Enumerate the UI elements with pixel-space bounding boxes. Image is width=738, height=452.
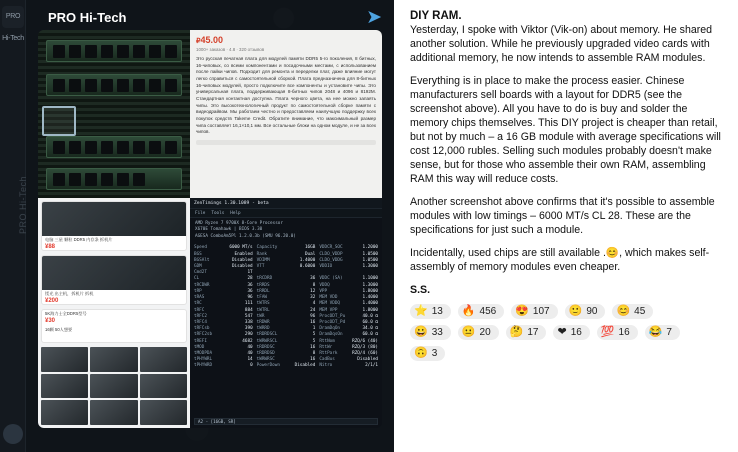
- reaction-emoji-icon: 🙂: [568, 304, 583, 317]
- reaction-emoji-icon: 🙃: [414, 346, 428, 359]
- timing-cell: VDDIO 1.3000: [319, 263, 378, 269]
- menu-item-help[interactable]: Help: [230, 210, 241, 216]
- timing-cell: tRFC2 547: [194, 313, 253, 319]
- timing-cell: tMODPDA 40: [194, 351, 253, 357]
- telegram-side-rail: [0, 0, 29, 452]
- product-thumbnail: [42, 202, 186, 236]
- reaction-chip[interactable]: [597, 325, 638, 340]
- reaction-emoji-icon: 💯: [600, 325, 615, 338]
- reaction-chip[interactable]: [458, 304, 504, 319]
- timing-cell: GDM Disabled: [194, 263, 253, 269]
- timing-cell: tRDRDSC 16: [256, 344, 316, 350]
- timing-cell: DramDqsOn 60.0 Ω: [319, 332, 378, 338]
- timing-cell: tFAW 32: [256, 295, 316, 301]
- aliexpress-listing: [190, 30, 382, 198]
- timing-cell: tRRDS 8: [256, 282, 316, 288]
- post-image-pcb-listing[interactable]: [38, 30, 382, 198]
- timing-cell: tWR 96: [256, 313, 316, 319]
- reaction-emoji-icon: 😂: [648, 325, 663, 338]
- telegram-post: [38, 30, 382, 444]
- timing-cell: VDIMM 1.4000: [256, 257, 316, 263]
- article-paragraph-4: Incidentally, used chips are still available .😊, which makes self-assembly of memory modules even cheaper.: [410, 246, 710, 273]
- timing-cell: tWTRL 24: [256, 307, 316, 313]
- reaction-chip[interactable]: [410, 325, 451, 340]
- timing-cell: RttPark RZQ/4 (60): [319, 351, 378, 357]
- timing-cell: tWTRS 4: [256, 301, 316, 307]
- menu-item-file[interactable]: File: [195, 210, 206, 216]
- reaction-count: 45: [634, 305, 646, 317]
- reaction-chip[interactable]: [511, 304, 557, 319]
- reaction-chip[interactable]: [506, 325, 547, 340]
- timings-table: [190, 243, 382, 371]
- reaction-chip[interactable]: [565, 304, 606, 319]
- channel-title: PRO Hi-Tech: [48, 9, 127, 25]
- reaction-chip[interactable]: [553, 325, 589, 340]
- timing-cell: tRAS 96: [194, 295, 253, 301]
- reaction-count: 20: [479, 326, 491, 338]
- listing-divider: [196, 140, 376, 145]
- reaction-emoji-icon: 😀: [414, 325, 428, 338]
- article-paragraph-3: Another screenshot above confirms that it's possible to assemble modules with low timings – 6000 MT/s CL 28. These are the specifications for just such a module.: [410, 195, 715, 236]
- currency-symbol: ₽: [196, 38, 201, 45]
- listing-description: Это русская печатная плата для модулей памяти DDR5 5-го поколения, 8 битных, 16-чиповых, со всеми компонентами и посадочными местами, с использованием после пайки чипов. Подходит для ремонта и переделки плат, даже влияние могут легко справиться с самостоятельной сборкой. Плата предназначена для 8-битных 16-чиповых модулей, просто подключите все компоненты и установите чипы. Это универсальная плата, поддерживающая 8-битных чипов 2048 и 4096 и 8192M. Стандартная контактная доступна. Плата черного цвета, на нее можно запаять чипы. Это высокотехнологичный продукт по самостоятельной сборке памяти с видеодрайвом. Мы работаем честно и предоставляем наилучшую поддержку всех покупок средств Takeme Credit. Обратите внимание, что максимальный размер чипа составляет 16,1×10,1 мм. Все остальные блоки на одном модуле, и не за всех чипов.: [196, 56, 376, 135]
- timing-cell: MEM VPP 1.8000: [319, 307, 378, 313]
- reaction-count: 33: [431, 326, 443, 338]
- reaction-count: 16: [570, 326, 582, 338]
- reaction-count: 3: [431, 347, 438, 359]
- reaction-count: 107: [532, 305, 550, 317]
- reaction-count: 7: [666, 326, 672, 338]
- reaction-emoji-icon: 🔥: [461, 304, 476, 317]
- article-paragraph-1: Yesterday, I spoke with Viktor (Vik-on) about memory. He shared another solution. While he previously upgraded video cards with additional memory, he now intends to assemble RAM modules.: [410, 24, 713, 64]
- zentimings-menubar[interactable]: [190, 209, 382, 218]
- timing-cell: tRDWR 16: [256, 319, 316, 325]
- list-item: [41, 309, 187, 343]
- timing-cell: CL 28: [194, 276, 253, 282]
- timing-cell: MEM VDD 1.4000: [319, 295, 378, 301]
- timing-cell: RttWr RZQ/3 (80): [319, 344, 378, 350]
- timing-cell: tRP 36: [194, 288, 253, 294]
- timing-cell: VTT 0.6000: [256, 263, 316, 269]
- timing-cell: Capacity 16GB: [256, 245, 316, 251]
- avatar[interactable]: [3, 424, 23, 444]
- product-price: ¥200: [45, 298, 59, 304]
- reactions-bar[interactable]: [410, 304, 700, 361]
- reaction-count: 16: [618, 326, 630, 338]
- channel-logo: PRO Hi-Tech: [2, 6, 24, 28]
- timing-cell: MEM VDDQ 1.4000: [319, 301, 378, 307]
- timing-cell: tRCDWR 36: [194, 282, 253, 288]
- timing-cell: tPHYWRD 0: [194, 363, 253, 369]
- timing-cell: tRFC 884: [194, 307, 253, 313]
- reaction-chip[interactable]: [458, 325, 499, 340]
- watermark-text: PRO Hi-Tech: [18, 175, 29, 235]
- timing-cell: tRDRDSCL 5: [256, 332, 316, 338]
- article-paragraph-2: Everything is in place to make the process easier. Chinese manufacturers sell boards with a layout for DDR5 (see the screenshot above). All you have to do is buy and solder the memory chips themselves. This DIY project is cheaper than retail, but not by much – a 16 GB module with average specifications will cost 12,000 rubles. Selling such modules probably doesn't make sense, but for those who assemble their own RAM, assembling RAM this way will reduce costs.: [410, 74, 721, 185]
- timing-cell: tRC 111: [194, 301, 253, 307]
- product-thumbnail: [42, 256, 186, 290]
- reaction-emoji-icon: 😐: [461, 325, 476, 338]
- article-panel: [394, 0, 738, 452]
- reaction-emoji-icon: ⭐: [414, 304, 428, 317]
- timing-cell: tPHYWRL 14: [194, 357, 253, 363]
- reaction-emoji-icon: ❤: [557, 325, 567, 338]
- timing-cell: tRCDRD 36: [256, 276, 316, 282]
- reaction-chip[interactable]: [645, 325, 680, 340]
- reaction-emoji-icon: 😍: [515, 304, 529, 317]
- timing-cell: tRFCsb 390: [194, 326, 253, 332]
- timing-cell: DramDqOn 34.0 Ω: [319, 326, 378, 332]
- chinese-shop-listings: [38, 198, 190, 428]
- product-price: ¥88: [45, 244, 56, 250]
- zentimings-titlebar: [190, 198, 382, 209]
- agesa-line: AGESA ComboAm5Pl 1.2.0.3b (SMU 96.20.0): [195, 233, 296, 239]
- reaction-chip[interactable]: [410, 346, 445, 361]
- product-title: 镁光 出主机，拆机片 拆机: [45, 291, 94, 296]
- reaction-count: 13: [431, 305, 443, 317]
- list-item: [41, 201, 187, 251]
- timing-cell: tMOD 40: [194, 344, 253, 350]
- timing-cell: VDDCR_SOC 1.2000: [319, 245, 378, 251]
- timing-cell: tREFI 4682: [194, 338, 253, 344]
- timing-cell: Nitro 2/1/1: [319, 363, 378, 369]
- memory-chip-photo-grid: [41, 347, 187, 425]
- timing-cell: ProcODT_Pd 60.0 Ω: [319, 319, 378, 325]
- timing-cell: BGSAlt Disabled: [194, 257, 253, 263]
- timing-cell: Rank Dual: [256, 251, 316, 257]
- article-signature: S.S.: [410, 283, 431, 296]
- timing-cell: tWRWRSCL 5: [256, 338, 316, 344]
- price-value: 45.00: [200, 35, 223, 45]
- timing-cell: CLDO_VDDP 1.0500: [319, 251, 378, 257]
- timing-cell: VDDC (SA) 1.1000: [319, 276, 378, 282]
- timing-cell: tWRWRSC 16: [256, 357, 316, 363]
- timing-cell: VDDQ 1.3000: [319, 282, 378, 288]
- page-title: DIY RAM.: [410, 10, 462, 22]
- menu-item-tools[interactable]: Tools: [211, 210, 225, 216]
- list-item: [41, 255, 187, 305]
- product-price: ¥30: [45, 318, 56, 324]
- timing-cell: tRFC2sb 290: [194, 332, 253, 338]
- selection-box: [42, 106, 76, 136]
- cpu-line: AMD Ryzen 7 9700X 8-Core Processor: [195, 221, 283, 226]
- telegram-plane-icon[interactable]: ➤: [366, 6, 382, 28]
- timing-cell: VPP 1.8000: [319, 288, 378, 294]
- reaction-emoji-icon: 🤔: [509, 325, 524, 338]
- window-title: ZenTimings 1.30.1089 - beta: [194, 200, 269, 206]
- zentimings-window[interactable]: [190, 198, 382, 428]
- timing-cell: Speed 6000 MT/s: [194, 245, 253, 251]
- timing-cell: CLDO_VDDG 1.0500: [319, 257, 378, 263]
- post-footer: [38, 428, 382, 432]
- product-subtitle: 16颗 50人想要: [45, 327, 73, 332]
- timing-cell: tRFC4 338: [194, 319, 253, 325]
- product-title: 5K海力士全DDR5型号: [45, 311, 87, 316]
- timing-cell: ProcODT_Pu 40.0 Ω: [319, 313, 378, 319]
- reaction-chip[interactable]: [410, 304, 451, 319]
- dimm-slot-selector[interactable]: [194, 418, 378, 425]
- product-title: 电脑 三星 颗粒 DDR5 内存条 拆机片: [45, 237, 113, 242]
- reaction-chip[interactable]: [612, 304, 653, 319]
- listing-price: [196, 35, 376, 45]
- timing-cell: tWRRD 1: [256, 326, 316, 332]
- post-image-zentimings[interactable]: [38, 198, 382, 428]
- channel-header: [26, 0, 394, 34]
- reaction-count: 17: [527, 326, 539, 338]
- dimm-slot-label: A2 - [16GB, SR]: [198, 419, 236, 424]
- reaction-emoji-icon: 😊: [616, 304, 631, 317]
- timing-cell: Cmd2T 1T: [194, 270, 253, 276]
- timing-cell: tRDRDSD 8: [256, 351, 316, 357]
- timing-cell: CadBus Disabled: [319, 357, 378, 363]
- timing-cell: BGS Enabled: [194, 251, 253, 257]
- timing-cell: RttNom RZQ/6 (40): [319, 338, 378, 344]
- timing-cell: tRRDL 12: [256, 288, 316, 294]
- zentimings-system-info: [190, 218, 382, 243]
- pcb-photo: [38, 30, 190, 198]
- reaction-count: 90: [586, 305, 598, 317]
- listing-meta: 1000+ заказов · 4.8 · 320 отзывов: [196, 47, 265, 52]
- reaction-count: 456: [479, 305, 497, 317]
- timing-cell: PowerDown Disabled: [256, 363, 316, 369]
- board-line: X670E Tomahawk | BIOS 3.30: [195, 227, 263, 233]
